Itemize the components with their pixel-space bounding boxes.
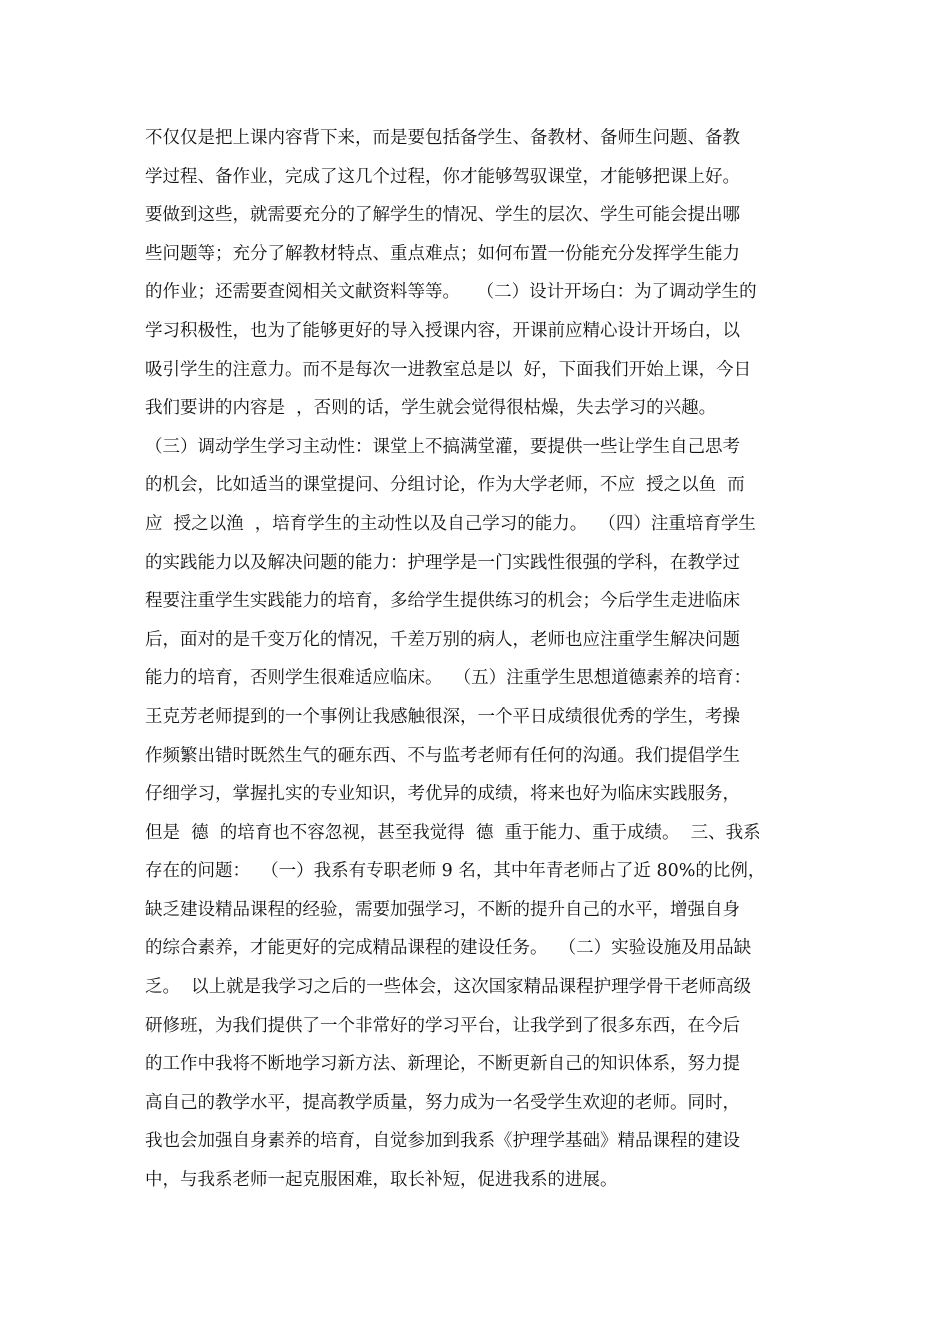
text-line: 中，与我系老师一起克服困难，取长补短，促进我系的进展。	[145, 1170, 618, 1191]
text-line: 缺乏建设精品课程的经验，需要加强学习，不断的提升自己的水平，增强自身	[145, 899, 740, 920]
text-line: 能力的培育，否则学生很难适应临床。 （五）注重学生思想道德素养的培育：	[145, 668, 752, 689]
text-line: 高自己的教学水平，提高教学质量，努力成为一名受学生欢迎的老师。同时，	[145, 1092, 740, 1113]
text-line: 不仅仅是把上课内容背下来，而是要包括备学生、备教材、备师生问题、备教	[145, 128, 740, 148]
text-line: 吸引学生的注意力。而不是每次一进教室总是以 好，下面我们开始上课，今日	[145, 359, 752, 380]
text-line: 的综合素养，才能更好的完成精品课程的建设任务。 （二）实验设施及用品缺	[145, 938, 752, 959]
text-line: 王克芳老师提到的一个事例让我感触很深，一个平日成绩很优秀的学生，考操	[145, 706, 740, 727]
text-line: 的机会，比如适当的课堂提问、分组讨论，作为大学老师，不应 授之以鱼 而	[145, 475, 745, 496]
text-line: 存在的问题： （一）我系有专职老师 9 名，其中年青老师占了近 80%的比例，	[145, 861, 766, 882]
text-line: 我们要讲的内容是 ，否则的话，学生就会觉得很枯燥，失去学习的兴趣。	[145, 398, 717, 419]
text-line: 后，面对的是千变万化的情况，千差万别的病人，老师也应注重学生解决问题	[145, 629, 740, 650]
text-line: 但是 德 的培育也不容忽视，甚至我觉得 德 重于能力、重于成绩。 三、我系	[145, 822, 761, 843]
text-line: 研修班，为我们提供了一个非常好的学习平台，让我学到了很多东西，在今后	[145, 1015, 740, 1036]
body-text	[145, 119, 815, 1200]
text-line: 作频繁出错时既然生气的砸东西、不与监考老师有任何的沟通。我们提倡学生	[145, 745, 740, 766]
text-line: 学过程、备作业，完成了这几个过程，你才能够驾驭课堂，才能够把课上好。	[145, 166, 740, 187]
text-line: 应 授之以渔 ，培育学生的主动性以及自己学习的能力。 （四）注重培育学生	[145, 513, 756, 534]
text-line: 的实践能力以及解决问题的能力：护理学是一门实践性很强的学科，在教学过	[145, 552, 740, 573]
text-line: 的作业；还需要查阅相关文献资料等等。 （二）设计开场白：为了调动学生的	[145, 282, 757, 303]
text-line: 些问题等；充分了解教材特点、重点难点；如何布置一份能充分发挥学生能力	[145, 243, 740, 264]
text-line: 程要注重学生实践能力的培育，多给学生提供练习的机会；今后学生走进临床	[145, 591, 740, 612]
text-line: 要做到这些，就需要充分的了解学生的情况、学生的层次、学生可能会提出哪	[145, 205, 740, 226]
text-line: 仔细学习，掌握扎实的专业知识，考优异的成绩，将来也好为临床实践服务，	[145, 784, 740, 805]
text-line: 学习积极性，也为了能够更好的导入授课内容，开课前应精心设计开场白，以	[145, 320, 740, 341]
text-line: 乏。 以上就是我学习之后的一些体会，这次国家精品课程护理学骨干老师高级	[145, 977, 752, 998]
text-line: 的工作中我将不断地学习新方法、新理论，不断更新自己的知识体系，努力提	[145, 1054, 740, 1075]
text-line: （三）调动学生学习主动性：课堂上不搞满堂灌，要提供一些让学生自己思考	[145, 436, 740, 457]
text-line: 我也会加强自身素养的培育，自觉参加到我系《护理学基础》精品课程的建设	[145, 1131, 740, 1152]
